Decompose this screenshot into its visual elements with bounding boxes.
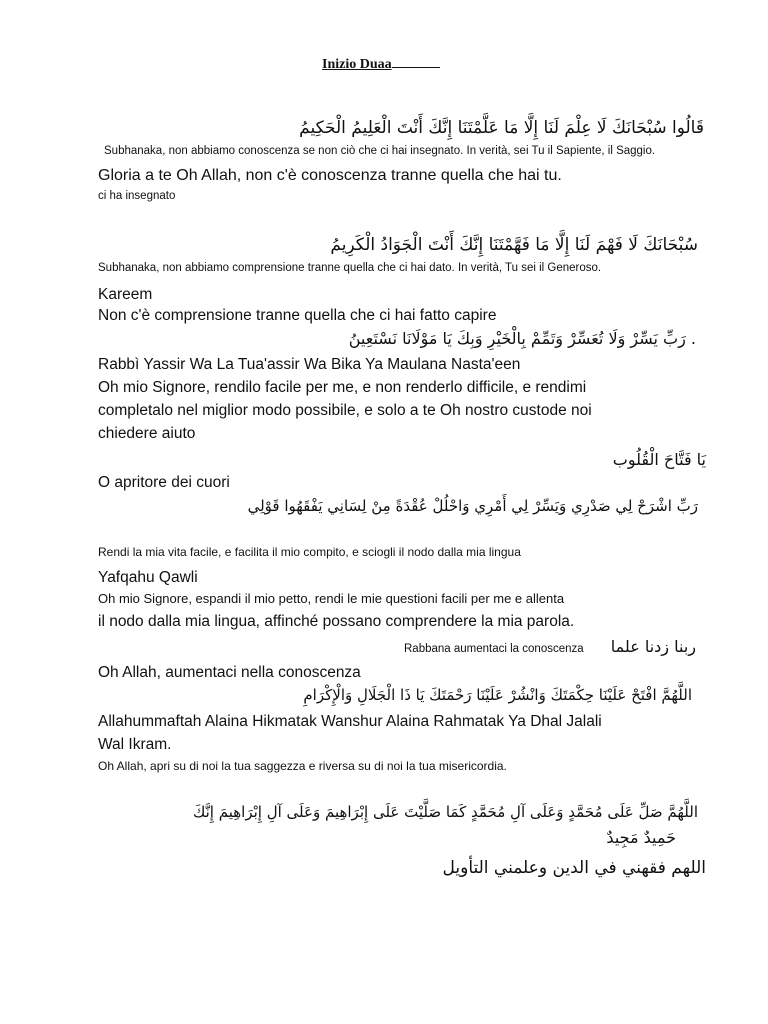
saggezza-line: Oh Allah, apri su di noi la tua saggezza e riversa su di noi la tua misericordia. [98,759,507,773]
gloria-line: Gloria a te Oh Allah, non c'è conoscenza tranne quella che hai tu. [98,167,562,184]
rabbi-yassir-line: Rabbì Yassir Wa La Tua'assir Wa Bika Ya Maulana Nasta'een [98,356,521,373]
arabic-verse-2: سُبْحَانَكَ لَا فَهْمَ لَنَا إِلَّا مَا فَهَّمْتَنَا إِنَّكَ أَنْتَ الْجَوَادُ الْكَرِيمُ [330,235,698,255]
translation-1: Subhanaka, non abbiamo conoscenza se non ciò che ci hai insegnato. In verità, sei Tu il Sapiente, il Saggio. [104,145,656,157]
arabic-verse-1: قَالُوا سُبْحَانَكَ لَا عِلْمَ لَنَا إِلَّا مَا عَلَّمْتَنَا إِنَّكَ أَنْتَ الْعَلِيمُ الْحَكِيمُ [299,118,704,138]
comprensione-line: Non c'è comprensione tranne quella che ci hai fatto capire [98,307,497,324]
espandi-line-2: il nodo dalla mia lingua, affinché possano comprendere la mia parola. [98,613,575,630]
allahumma-line-1: Allahummaftah Alaina Hikmatak Wanshur Alaina Rahmatak Ya Dhal Jalali [98,713,602,730]
signore-line-1: Oh mio Signore, rendilo facile per me, e non renderlo difficile, e rendimi [98,379,587,396]
signore-line-3: chiedere aiuto [98,425,196,442]
arabic-verse-8: اللَّهُمَّ صَلِّ عَلَى مُحَمَّدٍ وَعَلَى آلِ مُحَمَّدٍ كَمَا صَلَّيْتَ عَلَى إِبْرَاهِيمَ وَعَلَى آلِ إِبْرَاهِيمَ إِنَّكَ [192,803,698,821]
apritore-line: O apritore dei cuori [98,474,230,491]
gloria-line-2: ci ha insegnato [98,190,176,202]
rendi-line: Rendi la mia vita facile, e facilita il mio compito, e sciogli il nodo dalla mia lingua [98,545,521,559]
arabic-verse-6: ربنا زدنا علما [610,637,696,656]
rabbana-line: Rabbana aumentaci la conoscenza [404,643,584,655]
arabic-verse-7: اللَّهُمَّ افْتَحْ عَلَيْنَا حِكْمَتَكَ وَانْشُرْ عَلَيْنَا رَحْمَتَكَ يَا ذَا الْجَلَالِ وَالْإِكْرَامِ [303,686,692,704]
arabic-verse-3: . رَبِّ يَسِّرْ وَلَا تُعَسِّرْ وَتَمِّمْ بِالْخَيْرِ وَبِكَ يَا مَوْلَانَا نَسْتَعِينُ [348,329,696,348]
signore-line-2: completalo nel miglior modo possibile, e solo a te Oh nostro custode noi [98,402,592,419]
translation-2: Subhanaka, non abbiamo comprensione tranne quella che ci hai dato. In verità, Tu sei il Generoso. [98,262,602,274]
arabic-verse-4: يَا فَتَّاحَ الْقُلُوب [612,450,706,469]
yafqahu-line: Yafqahu Qawli [98,569,198,586]
arabic-verse-10: اللهم فقهني في الدين وعلمني التأويل [442,858,706,878]
page-title: Inizio Duaa [322,55,440,73]
kareem-line: Kareem [98,286,153,303]
allahumma-line-2: Wal Ikram. [98,736,172,753]
aumentaci-line: Oh Allah, aumentaci nella conoscenza [98,664,361,681]
arabic-verse-9: حَمِيدٌ مَجِيدٌ [606,828,676,847]
espandi-line-1: Oh mio Signore, espandi il mio petto, rendi le mie questioni facili per me e allenta [98,591,565,606]
arabic-verse-5: رَبِّ اشْرَحْ لِي صَدْرِي وَيَسِّرْ لِي أَمْرِي وَاحْلُلْ عُقْدَةً مِنْ لِسَانِي يَفْقَهُوا قَوْلِي [247,497,698,515]
